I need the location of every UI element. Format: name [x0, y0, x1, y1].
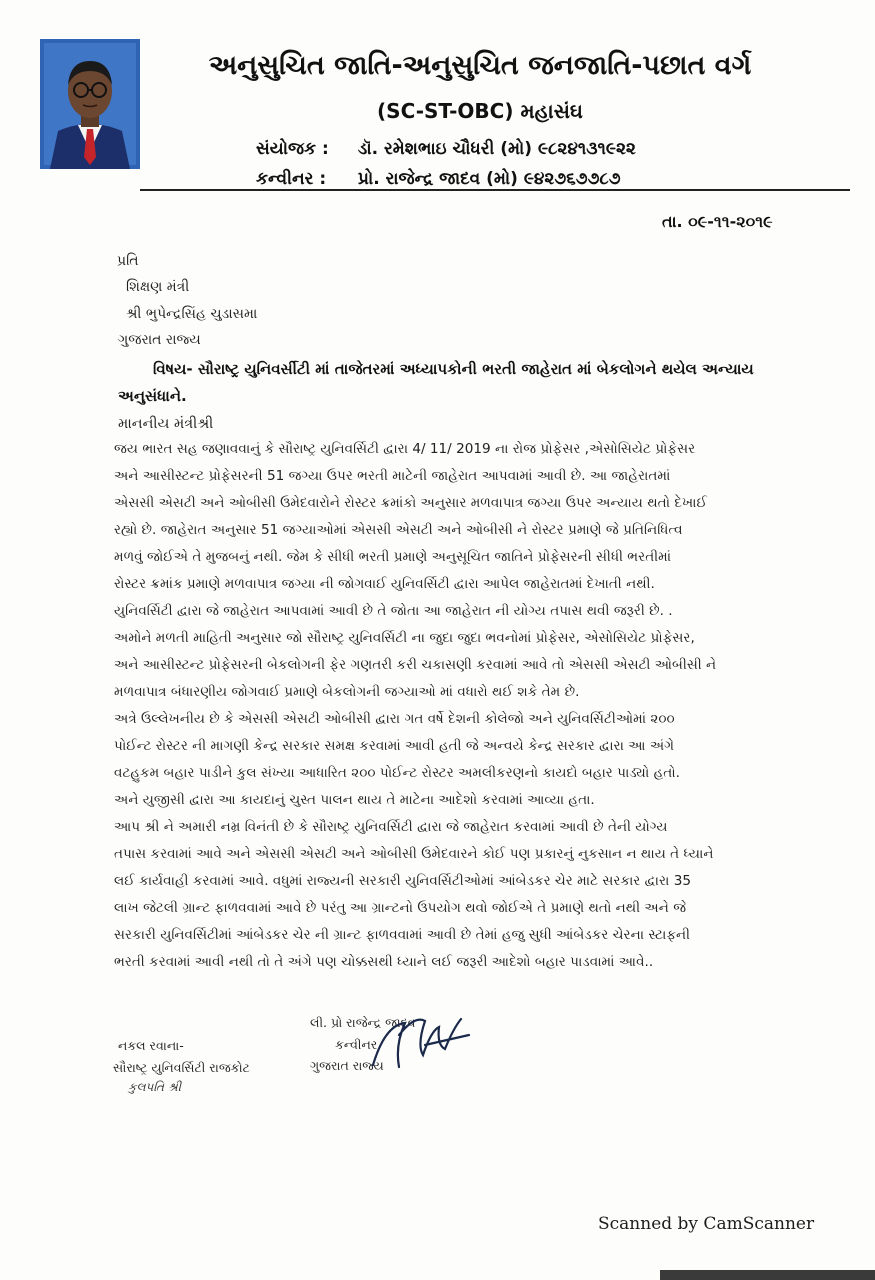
- body-line: અમોને મળતી માહિતી અનુસાર જો સૌરાષ્ટ્ર યુનિવર્સિટી ના જુદા જુદા ભવનોમાં પ્રોફેસર, એસોસિયેટ પ્રોફેસર,: [114, 630, 695, 646]
- body-line: આપ શ્રી ને અમારી નમ્ર વિનંતી છે કે સૌરાષ્ટ્ર યુનિવર્સિટી દ્વારા જે જાહેરાત કરવામાં આવી છે તેની યોગ્ય: [114, 819, 668, 835]
- portrait-photo: [40, 39, 140, 169]
- copy-forwarded-label: નકલ રવાના-: [118, 1038, 184, 1053]
- body-line: મળવાપાત્ર બંધારણીય જોગવાઈ પ્રમાણે બેકલોગની જગ્યાઓ માં વધારો થઈ શકે તેમ છે.: [114, 684, 580, 700]
- address-name: શ્રી ભુપેન્દ્રસિંહ ચુડાસમા: [126, 306, 258, 322]
- copy-recipient: સૌરાષ્ટ્ર યુનિવર્સિટી રાજકોટ: [113, 1060, 250, 1075]
- body-line: અને આસીસ્ટન્ટ પ્રોફેસરની 51 જગ્યા ઉપર ભરતી માટેની જાહેરાત આપવામાં આવી છે. આ જાહેરાતમાં: [114, 468, 671, 484]
- body-line: વટહુકમ બહાર પાડીને કુલ સંખ્યા આધારિત ૨૦૦ પોઈન્ટ રોસ્ટર અમલીકરણનો કાયદો બહાર પાડ્યો હતો.: [114, 765, 680, 781]
- address-to: પ્રતિ: [117, 253, 139, 269]
- signatory-state: ગુજરાત રાજ્ય: [310, 1058, 384, 1073]
- organisation-subtitle: (SC-ST-OBC) મહાસંઘ: [377, 99, 583, 123]
- scanner-watermark: Scanned by CamScanner: [598, 1214, 815, 1234]
- convenor-row: [256, 139, 636, 159]
- body-line: લાખ જેટલી ગ્રાન્ટ ફાળવવામાં આવે છે પરંતુ આ ગ્રાન્ટનો ઉપયોગ થવો જોઈએ તે પ્રમાણે થતો નથી અને જે: [114, 900, 687, 916]
- body-line: પોઈન્ટ રોસ્ટર ની માગણી કેન્દ્ર સરકાર સમક્ષ કરવામાં આવી હતી જે અન્વયે કેન્દ્ર સરકાર દ્વારા આ અંગે: [114, 738, 675, 754]
- salutation: માનનીય મંત્રીશ્રી: [118, 416, 214, 432]
- signatory-name: લી. પ્રો રાજેન્દ્ર જાદવ: [310, 1015, 416, 1030]
- subject-line-1: વિષય- સૌરાષ્ટ્ર યુનિવર્સીટી માં તાજેતરમાં અધ્યાપકોની ભરતી જાહેરાત માં બેકલોગને થયેલ અન્યાય: [153, 360, 754, 378]
- body-line: અને આસીસ્ટન્ટ પ્રોફેસરની બેકલોગની ફેર ગણતરી કરી ચકાસણી કરવામાં આવે તો એસસી એસટી ઓબીસી ને: [114, 657, 717, 673]
- convenor-label: સંયોજક :: [256, 139, 329, 159]
- copy-handwritten-note: કુલપતિ શ્રી: [128, 1080, 182, 1094]
- coconvenor-row: [256, 169, 621, 189]
- body-line: યુનિવર્સિટી દ્વારા જે જાહેરાત આપવામાં આવી છે તે જોતા આ જાહેરાત ની યોગ્ય તપાસ થવી જરૂરી છે. .: [114, 603, 673, 619]
- body-line: રોસ્ટર ક્રમાંક પ્રમાણે મળવાપાત્ર જગ્યા ની જોગવાઈ યુનિવર્સિટી દ્વારા આપેલ જાહેરાતમાં દેખાતી નથી.: [114, 576, 655, 592]
- body-line: ભરતી કરવામાં આવી નથી તો તે અંગે પણ ચોક્કસથી ધ્યાને લઈ જરૂરી આદેશો બહાર પાડવામાં આવે..: [114, 954, 654, 970]
- body-line: લઈ કાર્યવાહી કરવામાં આવે. વધુમાં રાજ્યની સરકારી યુનિવર્સિટીઓમાં આંબેડકર ચેર માટે સરકાર દ્વારા 35: [114, 873, 691, 889]
- body-line: એસસી એસટી અને ઓબીસી ઉમેદવારોને રોસ્ટર ક્રમાંકો અનુસાર મળવાપાત્ર જગ્યા ઉપર અન્યાય થતો દેખાઈ: [114, 495, 707, 511]
- address-state: ગુજરાત રાજ્ય: [118, 332, 201, 348]
- portrait-icon: [40, 39, 140, 169]
- handwritten-signature-icon: [365, 1005, 475, 1080]
- signatory-designation: કન્વીનર: [335, 1037, 378, 1052]
- coconvenor-value: પ્રો. રાજેન્દ્ર જાદવ (મો) ૯૪૨૭૬૭૭૮૭: [357, 169, 621, 189]
- letterhead-divider: [140, 189, 850, 191]
- body-line: તપાસ કરવામાં આવે અને એસસી એસટી અને ઓબીસી ઉમેદવારને કોઈ પણ પ્રકારનું નુકસાન ન થાય તે ધ્યાને: [114, 846, 714, 862]
- subject-block: [118, 356, 778, 410]
- body-line: રહ્યો છે. જાહેરાત અનુસાર 51 જગ્યાઓમાં એસસી એસટી અને ઓબીસી ને રોસ્ટર પ્રમાણે જે પ્રતિનિધિત્વ: [114, 522, 683, 538]
- body-line: સરકારી યુનિવર્સિટીમાં આંબેડકર ચેર ની ગ્રાન્ટ ફાળવવામાં આવી છે તેમાં હજુ સુધી આંબેડકર ચેરના સ્ટાફની: [114, 927, 691, 943]
- body-line: અને યુજીસી દ્વારા આ કાયદાનું ચુસ્ત પાલન થાય તે માટેના આદેશો કરવામાં આવ્યા હતા.: [114, 792, 595, 808]
- scan-edge-shadow: [660, 1270, 875, 1280]
- body-line: અત્રે ઉલ્લેખનીય છે કે એસસી એસટી ઓબીસી દ્વારા ગત વર્ષે દેશની કોલેજો અને યુનિવર્સિટીઓમાં ૨૦૦: [114, 711, 675, 727]
- body-line: મળવું જોઈએ તે મુજબનું નથી. જેમ કે સીધી ભરતી પ્રમાણે અનુસૂચિત જાતિને પ્રોફેસરની સીધી ભરતીમાં: [114, 549, 672, 565]
- coconvenor-label: કન્વીનર :: [256, 169, 327, 189]
- address-designation: શિક્ષણ મંત્રી: [126, 279, 190, 295]
- letter-body: [114, 436, 764, 976]
- letter-date: તા. ૦૯-૧૧-૨૦૧૯: [662, 212, 773, 231]
- subject-line-2: અનુસંધાને.: [118, 387, 187, 405]
- convenor-value: ડૉ. રમેશભાઇ ચૌધરી (મો) ૯૮૨૪૧૩૧૯૨૨: [357, 139, 636, 159]
- body-line: જય ભારત સહ જણાવવાનું કે સૌરાષ્ટ્ર યુનિવર્સિટી દ્વારા 4/ 11/ 2019 ના રોજ પ્રોફેસર ,એસોસિયેટ પ્રોફેસર: [114, 441, 696, 457]
- organisation-title: અનુસુચિત જાતિ-અનુસુચિત જનજાતિ-પછાત વર્ગ: [208, 50, 752, 81]
